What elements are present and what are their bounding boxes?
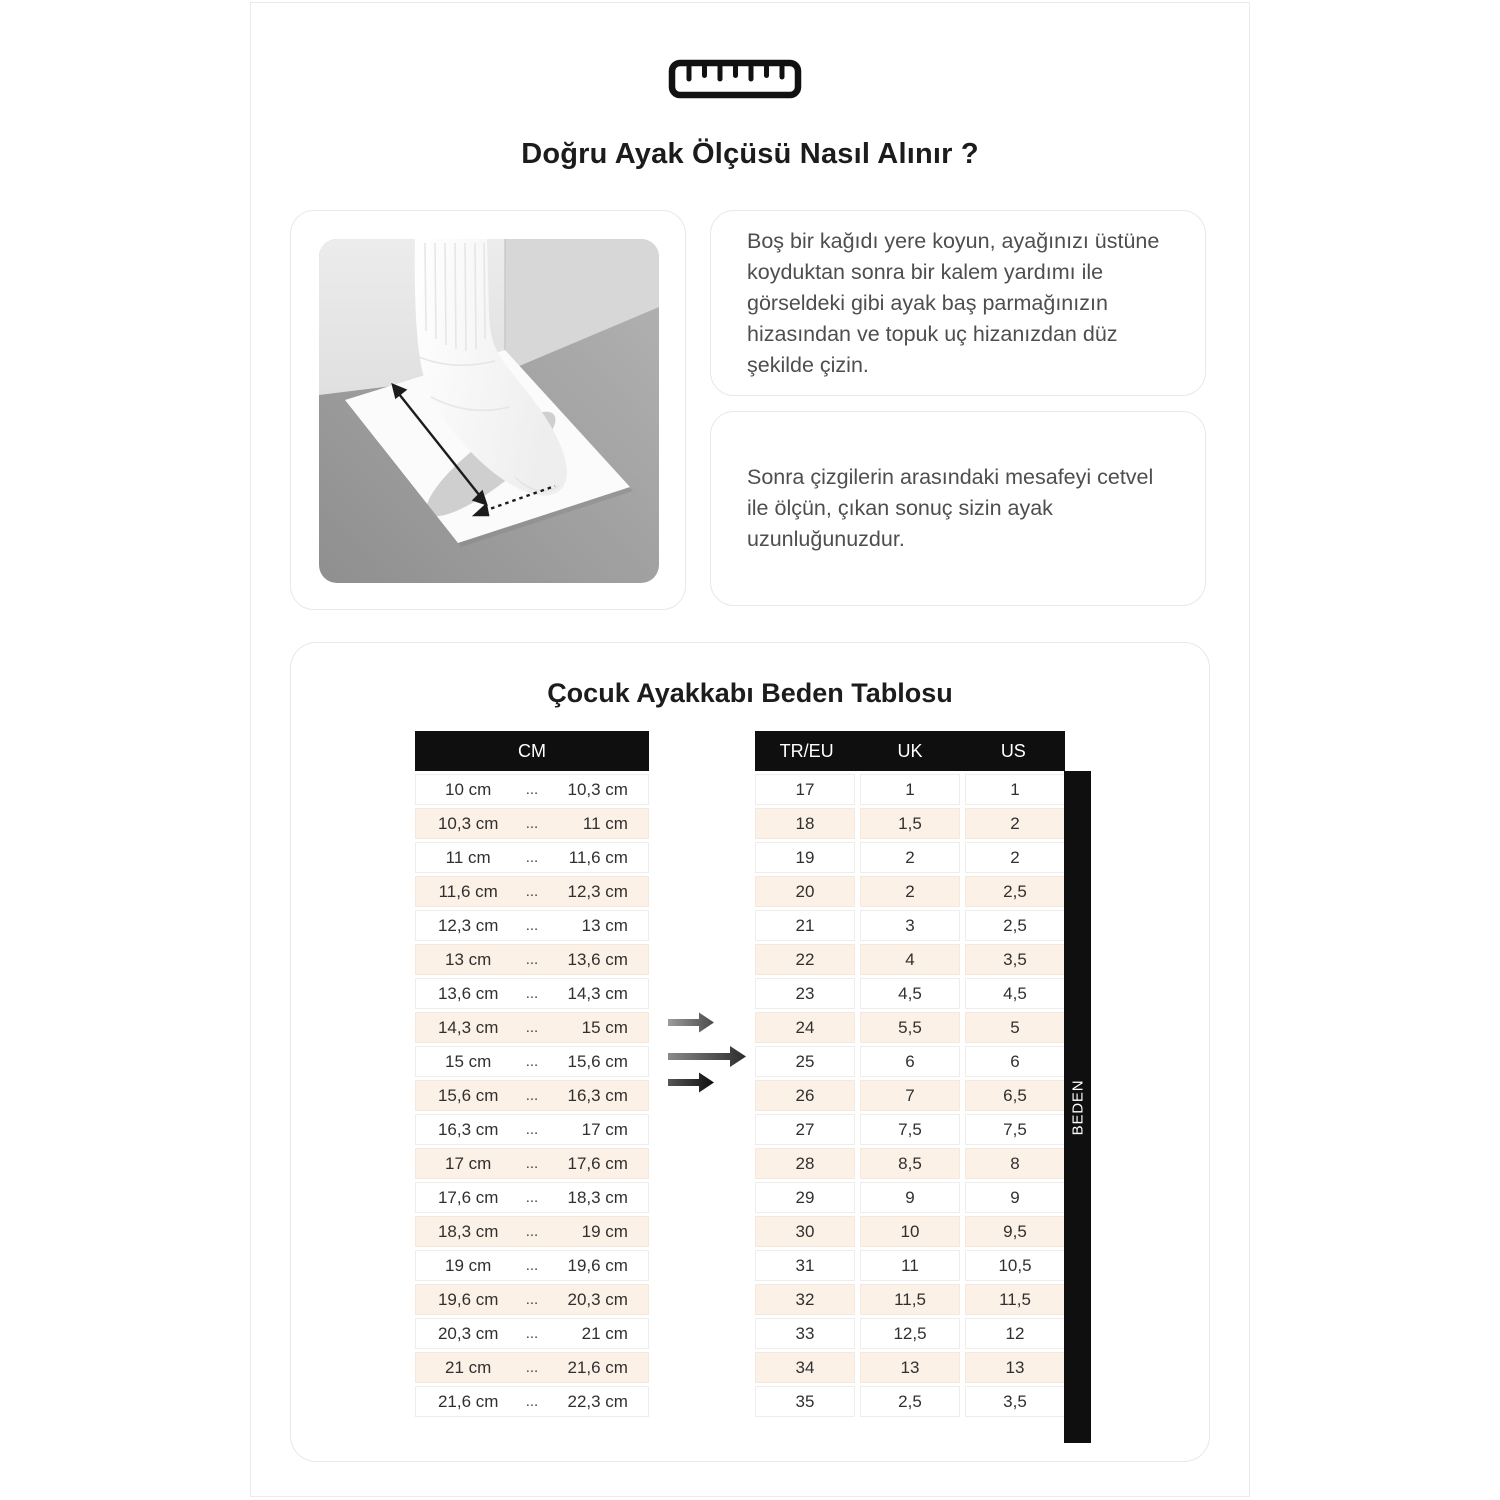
- size-table-row: [755, 944, 1065, 975]
- cm-range-end: 11 cm: [582, 813, 628, 833]
- header-tr-eu: TR/EU: [779, 740, 834, 761]
- cm-table-row: [415, 1080, 649, 1111]
- cm-range-start: 19 cm: [445, 1255, 492, 1275]
- size-us: 6: [965, 1046, 1065, 1077]
- cm-range-start: 17 cm: [445, 1153, 492, 1173]
- cm-table-row: [415, 1046, 649, 1077]
- size-us: 10,5: [965, 1250, 1065, 1281]
- size-us: 1: [965, 774, 1065, 805]
- size-us: 3,5: [965, 944, 1065, 975]
- size-uk: 7,5: [860, 1114, 960, 1145]
- size-us: 2: [965, 842, 1065, 873]
- range-dots: ...: [525, 1053, 539, 1070]
- instruction-text-1: Boş bir kağıdı yere koyun, ayağınızı üstüne koyduktan sonra bir kalem yardımı ile görseldeki gibi ayak baş parmağınızın hizasından ve topuk uç hizanızdan düz şekilde çizin.: [747, 228, 1160, 377]
- size-us: 7,5: [965, 1114, 1065, 1145]
- range-dots: ...: [525, 1393, 539, 1410]
- cm-table-row: [415, 1216, 649, 1247]
- size-tr-eu: 32: [755, 1284, 855, 1315]
- size-table-header: [755, 731, 1065, 771]
- size-us: 2,5: [965, 910, 1065, 941]
- cm-range-end: 11,6 cm: [568, 847, 628, 867]
- size-table-row: [755, 842, 1065, 873]
- size-uk: 2,5: [860, 1386, 960, 1417]
- cm-table-row: [415, 1352, 649, 1383]
- size-table-row: [755, 1386, 1065, 1417]
- size-table-row: [755, 1352, 1065, 1383]
- cm-range-start: 15 cm: [445, 1051, 492, 1071]
- size-tr-eu: 21: [755, 910, 855, 941]
- cm-table-row: [415, 1114, 649, 1145]
- cm-range-end: 18,3 cm: [567, 1187, 628, 1207]
- range-dots: ...: [525, 985, 539, 1002]
- range-dots: ...: [525, 1087, 539, 1104]
- cm-table-row: [415, 910, 649, 941]
- cm-range-end: 21 cm: [581, 1323, 628, 1343]
- size-uk: 2: [860, 842, 960, 873]
- size-chart-title: Çocuk Ayakkabı Beden Tablosu: [547, 678, 953, 708]
- size-tr-eu: 20: [755, 876, 855, 907]
- size-us: 2,5: [965, 876, 1065, 907]
- size-tr-eu: 26: [755, 1080, 855, 1111]
- size-tr-eu: 31: [755, 1250, 855, 1281]
- size-table-row: [755, 1284, 1065, 1315]
- cm-table-row: [415, 1250, 649, 1281]
- cm-range-start: 11,6 cm: [438, 881, 498, 901]
- size-table-row: [755, 1182, 1065, 1213]
- size-table-row: [755, 1080, 1065, 1111]
- size-table-row: [755, 910, 1065, 941]
- size-table-row: [755, 774, 1065, 805]
- cm-range-start: 21,6 cm: [437, 1391, 499, 1411]
- cm-range-end: 10,3 cm: [567, 779, 628, 799]
- size-tr-eu: 17: [755, 774, 855, 805]
- range-dots: ...: [525, 917, 539, 934]
- range-dots: ...: [525, 883, 539, 900]
- beden-label: BEDEN: [1069, 1079, 1086, 1135]
- cm-range-end: 19,6 cm: [567, 1255, 628, 1275]
- size-us: 12: [965, 1318, 1065, 1349]
- size-uk: 11,5: [860, 1284, 960, 1315]
- range-dots: ...: [525, 1223, 539, 1240]
- cm-range-end: 19 cm: [581, 1221, 628, 1241]
- size-uk: 13: [860, 1352, 960, 1383]
- size-table-row: [755, 1148, 1065, 1179]
- cm-range-start: 13,6 cm: [437, 983, 499, 1003]
- range-dots: ...: [525, 951, 539, 968]
- cm-table: [415, 731, 649, 1420]
- cm-range-start: 16,3 cm: [437, 1119, 499, 1139]
- instruction-card-1: [710, 210, 1206, 396]
- size-us: 5: [965, 1012, 1065, 1043]
- size-uk: 11: [860, 1250, 960, 1281]
- size-tr-eu: 19: [755, 842, 855, 873]
- size-tr-eu: 25: [755, 1046, 855, 1077]
- size-uk: 5,5: [860, 1012, 960, 1043]
- cm-range-end: 22,3 cm: [567, 1391, 628, 1411]
- cm-range-end: 21,6 cm: [567, 1357, 628, 1377]
- size-uk: 4: [860, 944, 960, 975]
- cm-range-start: 20,3 cm: [437, 1323, 499, 1343]
- size-tr-eu: 33: [755, 1318, 855, 1349]
- ruler-icon: [668, 58, 802, 100]
- range-dots: ...: [525, 1257, 539, 1274]
- cm-range-start: 10,3 cm: [437, 813, 499, 833]
- foot-measure-photo: [319, 239, 659, 583]
- instruction-text-2: Sonra çizgilerin arasındaki mesafeyi cetvel ile ölçün, çıkan sonuç sizin ayak uzunluğunuzdur.: [747, 465, 1154, 551]
- size-table-row: [755, 1318, 1065, 1349]
- page-title: Doğru Ayak Ölçüsü Nasıl Alınır ?: [521, 138, 979, 170]
- cm-range-start: 14,3 cm: [437, 1017, 499, 1037]
- cm-table-row: [415, 1012, 649, 1043]
- size-us: 3,5: [965, 1386, 1065, 1417]
- size-uk: 4,5: [860, 978, 960, 1009]
- size-tr-eu: 35: [755, 1386, 855, 1417]
- range-dots: ...: [525, 1291, 539, 1308]
- size-tr-eu: 30: [755, 1216, 855, 1247]
- size-tr-eu: 18: [755, 808, 855, 839]
- range-dots: ...: [525, 1189, 539, 1206]
- size-tr-eu: 22: [755, 944, 855, 975]
- size-tr-eu: 27: [755, 1114, 855, 1145]
- beden-bar: [1064, 771, 1091, 1443]
- cm-table-row: [415, 842, 649, 873]
- size-tr-eu: 28: [755, 1148, 855, 1179]
- range-dots: ...: [525, 1155, 539, 1172]
- cm-table-body: [415, 774, 649, 1417]
- size-us: 9: [965, 1182, 1065, 1213]
- size-table: [755, 731, 1065, 1420]
- range-dots: ...: [525, 1325, 539, 1342]
- instruction-card-2: [710, 411, 1206, 606]
- range-dots: ...: [525, 781, 539, 798]
- range-dots: ...: [525, 1121, 539, 1138]
- cm-range-end: 14,3 cm: [567, 983, 628, 1003]
- range-dots: ...: [525, 849, 539, 866]
- cm-table-row: [415, 1148, 649, 1179]
- cm-range-start: 15,6 cm: [437, 1085, 499, 1105]
- size-us: 13: [965, 1352, 1065, 1383]
- size-us: 2: [965, 808, 1065, 839]
- cm-range-end: 13,6 cm: [567, 949, 628, 969]
- cm-range-end: 17 cm: [581, 1119, 628, 1139]
- cm-table-header: CM: [415, 731, 649, 771]
- cm-range-end: 20,3 cm: [567, 1289, 628, 1309]
- cm-table-row: [415, 978, 649, 1009]
- size-uk: 10: [860, 1216, 960, 1247]
- size-us: 11,5: [965, 1284, 1065, 1315]
- size-table-row: [755, 808, 1065, 839]
- foot-photo-card: [290, 210, 686, 610]
- size-uk: 2: [860, 876, 960, 907]
- size-table-row: [755, 1250, 1065, 1281]
- size-table-body: [755, 774, 1065, 1417]
- cm-table-row: [415, 876, 649, 907]
- size-uk: 7: [860, 1080, 960, 1111]
- size-tr-eu: 24: [755, 1012, 855, 1043]
- size-uk: 9: [860, 1182, 960, 1213]
- size-uk: 3: [860, 910, 960, 941]
- cm-range-end: 16,3 cm: [567, 1085, 628, 1105]
- size-uk: 1,5: [860, 808, 960, 839]
- size-uk: 1: [860, 774, 960, 805]
- size-table-row: [755, 1114, 1065, 1145]
- cm-table-row: [415, 808, 649, 839]
- cm-range-end: 15 cm: [581, 1017, 628, 1037]
- header-us: US: [1000, 740, 1026, 761]
- cm-table-row: [415, 1284, 649, 1315]
- cm-table-row: [415, 1386, 649, 1417]
- cm-table-row: [415, 944, 649, 975]
- cm-range-start: 18,3 cm: [437, 1221, 499, 1241]
- size-table-row: [755, 876, 1065, 907]
- cm-range-end: 13 cm: [581, 915, 628, 935]
- cm-table-row: [415, 774, 649, 805]
- size-table-row: [755, 978, 1065, 1009]
- header-uk: UK: [897, 740, 923, 761]
- size-us: 8: [965, 1148, 1065, 1179]
- range-dots: ...: [525, 815, 539, 832]
- cm-range-start: 10 cm: [445, 779, 492, 799]
- size-table-row: [755, 1012, 1065, 1043]
- size-us: 4,5: [965, 978, 1065, 1009]
- size-table-row: [755, 1216, 1065, 1247]
- size-table-row: [755, 1046, 1065, 1077]
- size-uk: 6: [860, 1046, 960, 1077]
- cm-range-start: 11 cm: [445, 847, 491, 867]
- transfer-arrows-icon: [660, 1005, 755, 1100]
- cm-range-end: 12,3 cm: [567, 881, 628, 901]
- cm-range-start: 21 cm: [445, 1357, 492, 1377]
- cm-range-start: 17,6 cm: [437, 1187, 499, 1207]
- cm-range-start: 13 cm: [445, 949, 492, 969]
- cm-range-end: 17,6 cm: [567, 1153, 628, 1173]
- size-us: 9,5: [965, 1216, 1065, 1247]
- size-tr-eu: 34: [755, 1352, 855, 1383]
- cm-table-row: [415, 1182, 649, 1213]
- range-dots: ...: [525, 1019, 539, 1036]
- cm-range-end: 15,6 cm: [567, 1051, 628, 1071]
- cm-range-start: 19,6 cm: [437, 1289, 499, 1309]
- size-tr-eu: 23: [755, 978, 855, 1009]
- cm-range-start: 12,3 cm: [437, 915, 499, 935]
- size-uk: 8,5: [860, 1148, 960, 1179]
- size-uk: 12,5: [860, 1318, 960, 1349]
- size-tr-eu: 29: [755, 1182, 855, 1213]
- cm-table-row: [415, 1318, 649, 1349]
- range-dots: ...: [525, 1359, 539, 1376]
- size-us: 6,5: [965, 1080, 1065, 1111]
